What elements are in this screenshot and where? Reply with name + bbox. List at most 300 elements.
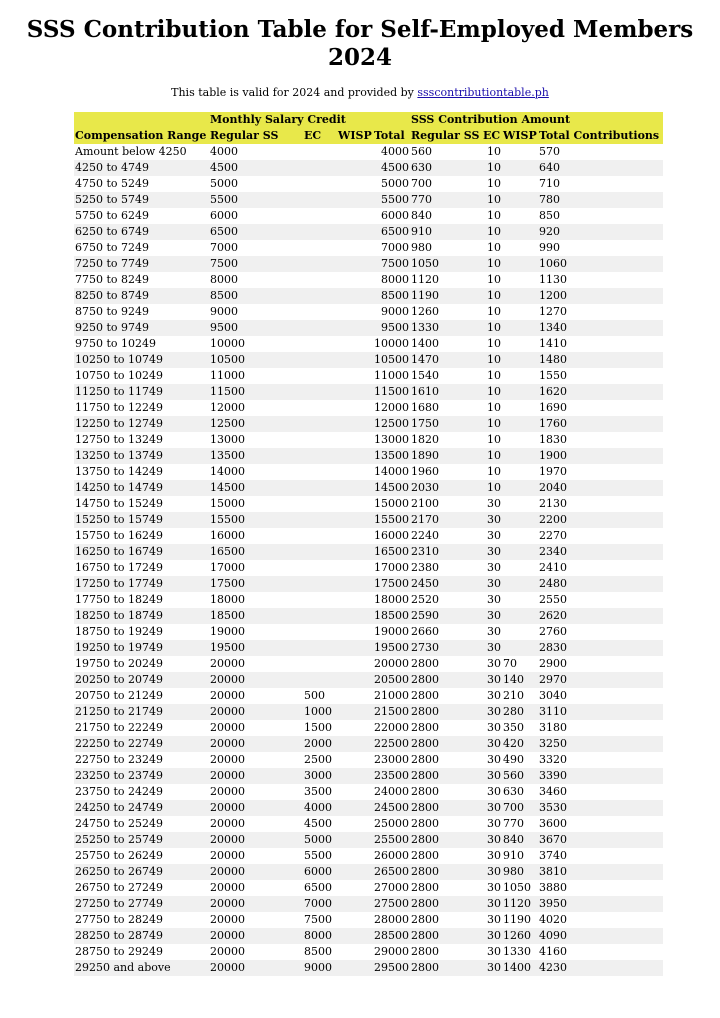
source-link[interactable]: ssscontributiontable.ph	[417, 86, 549, 99]
table-row	[74, 960, 663, 976]
cell-total-contributions: 2900	[539, 657, 568, 670]
cell-contrib-wisp	[502, 144, 538, 160]
cell-contrib-regular-ss: 1190	[410, 288, 482, 304]
cell-msc-wisp	[337, 176, 373, 192]
cell-total-contributions: 3110	[538, 704, 663, 720]
cell-msc-regular-ss: 11500	[209, 384, 303, 400]
subtitle	[0, 86, 720, 100]
table-row	[74, 624, 663, 640]
cell-msc-regular-ss: 20000	[209, 768, 303, 784]
contribution-table	[74, 112, 663, 976]
cell-total-contributions: 4230	[538, 960, 663, 976]
cell-msc-total: 6500	[373, 224, 410, 240]
cell-compensation-range: 22750 to 23249	[75, 753, 164, 766]
table-row	[74, 160, 663, 176]
col-header-total-contributions: Total Contributions	[538, 128, 663, 144]
cell-msc-regular-ss: 20000	[209, 960, 303, 976]
cell-msc-regular-ss: 12500	[209, 416, 303, 432]
cell-total-contributions: 3040	[539, 689, 568, 702]
cell-contrib-regular-ss: 2240	[411, 529, 440, 542]
cell-contrib-ec: 30	[482, 800, 502, 816]
table-row	[74, 928, 663, 944]
cell-compensation-range: 23750 to 24249	[75, 785, 164, 798]
cell-compensation-range: 22250 to 22749	[74, 736, 209, 752]
col-header-msc-ec: EC	[303, 128, 337, 144]
cell-compensation-range: 25750 to 26249	[75, 849, 164, 862]
cell-contrib-ec: 10	[487, 401, 502, 414]
cell-msc-total: 28000	[374, 913, 410, 926]
cell-compensation-range: 6250 to 6749	[74, 224, 209, 240]
cell-msc-regular-ss: 20000	[209, 704, 303, 720]
cell-msc-wisp	[337, 240, 373, 256]
table-row	[74, 592, 663, 608]
cell-contrib-ec: 30	[487, 529, 502, 542]
table-row	[74, 912, 663, 928]
cell-msc-wisp	[337, 800, 373, 816]
cell-total-contributions: 4160	[539, 945, 568, 958]
cell-msc-total: 27500	[374, 897, 410, 910]
cell-msc-regular-ss: 8000	[210, 273, 238, 286]
table-row	[74, 656, 663, 672]
col-header-contrib-ec: EC	[483, 129, 501, 142]
cell-contrib-regular-ss: 2800	[410, 896, 482, 912]
cell-contrib-regular-ss: 1610	[410, 384, 482, 400]
cell-compensation-range: 7250 to 7749	[74, 256, 209, 272]
cell-contrib-regular-ss: 2380	[411, 561, 440, 574]
cell-contrib-regular-ss: 2800	[411, 753, 440, 766]
cell-total-contributions: 4020	[539, 913, 568, 926]
cell-total-contributions: 1480	[538, 352, 663, 368]
cell-contrib-ec: 10	[487, 177, 502, 190]
table-row	[74, 896, 663, 912]
cell-contrib-regular-ss: 1750	[410, 416, 482, 432]
cell-contrib-wisp: 280	[502, 704, 538, 720]
cell-compensation-range: 9250 to 9749	[74, 320, 209, 336]
table-row	[74, 192, 663, 208]
cell-contrib-ec: 10	[482, 288, 502, 304]
cell-total-contributions: 3390	[538, 768, 663, 784]
table-row	[74, 672, 663, 688]
cell-msc-ec	[303, 320, 337, 336]
cell-msc-wisp	[337, 656, 373, 672]
cell-contrib-regular-ss: 2170	[410, 512, 482, 528]
table-row	[74, 304, 663, 320]
cell-msc-regular-ss: 20000	[210, 721, 245, 734]
cell-msc-regular-ss: 6500	[209, 224, 303, 240]
cell-compensation-range: 18750 to 19249	[75, 625, 164, 638]
cell-contrib-wisp	[502, 480, 538, 496]
cell-msc-regular-ss: 15500	[209, 512, 303, 528]
cell-compensation-range: Amount below 4250	[75, 145, 187, 158]
cell-msc-regular-ss: 18000	[210, 593, 245, 606]
cell-compensation-range: 29250 and above	[74, 960, 209, 976]
cell-msc-regular-ss: 19000	[210, 625, 245, 638]
cell-compensation-range: 19750 to 20249	[75, 657, 164, 670]
cell-compensation-range: 25250 to 25749	[74, 832, 209, 848]
cell-msc-wisp	[337, 432, 373, 448]
cell-msc-total: 4500	[373, 160, 410, 176]
cell-msc-total: 4000	[381, 145, 410, 158]
cell-contrib-ec: 30	[487, 721, 502, 734]
cell-msc-wisp	[337, 144, 373, 160]
cell-msc-wisp	[337, 336, 373, 352]
cell-msc-ec	[303, 672, 337, 688]
cell-msc-ec	[303, 240, 337, 256]
cell-contrib-wisp: 560	[502, 768, 538, 784]
cell-msc-wisp	[337, 592, 373, 608]
cell-contrib-ec: 30	[487, 689, 502, 702]
cell-msc-regular-ss: 18500	[209, 608, 303, 624]
cell-msc-wisp	[337, 688, 373, 704]
cell-contrib-ec: 10	[482, 224, 502, 240]
cell-msc-regular-ss: 20000	[210, 817, 245, 830]
cell-msc-total: 22000	[374, 721, 410, 734]
cell-compensation-range: 20750 to 21249	[75, 689, 164, 702]
cell-msc-ec: 2500	[304, 753, 332, 766]
cell-msc-total: 23500	[374, 769, 410, 782]
cell-contrib-wisp	[502, 256, 538, 272]
cell-compensation-range: 4250 to 4749	[74, 160, 209, 176]
cell-msc-wisp	[337, 544, 373, 560]
cell-msc-regular-ss: 12000	[210, 401, 245, 414]
cell-contrib-regular-ss: 2800	[410, 960, 482, 976]
cell-msc-regular-ss: 4000	[210, 145, 238, 158]
cell-msc-ec: 5000	[303, 832, 337, 848]
cell-contrib-ec: 30	[482, 640, 502, 656]
cell-msc-ec	[303, 512, 337, 528]
cell-compensation-range: 24250 to 24749	[74, 800, 209, 816]
cell-msc-ec	[303, 432, 337, 448]
cell-contrib-wisp: 770	[503, 817, 525, 830]
table-row	[74, 368, 663, 384]
cell-msc-total: 23000	[374, 753, 410, 766]
cell-contrib-wisp	[502, 368, 538, 384]
cell-contrib-regular-ss: 1470	[410, 352, 482, 368]
cell-msc-ec	[303, 176, 337, 192]
group-header-row	[74, 112, 663, 128]
cell-contrib-ec: 30	[482, 512, 502, 528]
cell-msc-wisp	[337, 576, 373, 592]
cell-contrib-regular-ss: 2800	[410, 768, 482, 784]
cell-total-contributions: 3180	[539, 721, 568, 734]
cell-contrib-wisp: 630	[503, 785, 525, 798]
cell-msc-total: 20500	[374, 673, 410, 686]
table-row	[74, 400, 663, 416]
cell-contrib-regular-ss: 2800	[411, 849, 440, 862]
cell-msc-regular-ss: 20000	[209, 832, 303, 848]
cell-msc-ec	[303, 256, 337, 272]
cell-compensation-range: 19250 to 19749	[74, 640, 209, 656]
cell-compensation-range: 5750 to 6249	[75, 209, 150, 222]
cell-total-contributions: 3250	[538, 736, 663, 752]
cell-msc-total: 10500	[374, 353, 410, 366]
cell-msc-wisp	[337, 288, 373, 304]
cell-contrib-wisp	[502, 624, 538, 640]
cell-msc-wisp	[337, 160, 373, 176]
cell-msc-total: 8000	[381, 273, 410, 286]
cell-compensation-range: 18250 to 18749	[74, 608, 209, 624]
cell-msc-ec	[303, 640, 337, 656]
cell-contrib-regular-ss: 2800	[410, 704, 482, 720]
cell-msc-total: 26000	[374, 849, 410, 862]
cell-contrib-regular-ss: 1330	[410, 320, 482, 336]
cell-contrib-ec: 30	[487, 593, 502, 606]
cell-contrib-regular-ss: 2800	[410, 672, 482, 688]
cell-msc-wisp	[337, 784, 373, 800]
cell-msc-wisp	[337, 736, 373, 752]
cell-msc-ec	[303, 352, 337, 368]
table-row	[74, 816, 663, 832]
cell-msc-ec	[303, 384, 337, 400]
cell-msc-wisp	[337, 864, 373, 880]
cell-msc-wisp	[337, 624, 373, 640]
cell-total-contributions: 1760	[538, 416, 663, 432]
cell-contrib-regular-ss: 700	[411, 177, 433, 190]
cell-compensation-range: 28750 to 29249	[75, 945, 164, 958]
cell-msc-ec	[303, 608, 337, 624]
cell-contrib-ec: 30	[487, 497, 502, 510]
cell-msc-wisp	[337, 400, 373, 416]
cell-msc-regular-ss: 20000	[209, 896, 303, 912]
title-line-1: SSS Contribution Table for Self-Employed Members	[26, 16, 694, 43]
cell-msc-wisp	[337, 768, 373, 784]
cell-contrib-regular-ss: 2800	[411, 881, 440, 894]
cell-contrib-ec: 30	[487, 785, 502, 798]
cell-msc-wisp	[337, 608, 373, 624]
cell-msc-wisp	[337, 928, 373, 944]
cell-contrib-ec: 30	[482, 928, 502, 944]
cell-msc-total: 21500	[374, 705, 410, 718]
cell-msc-wisp	[337, 368, 373, 384]
cell-compensation-range: 11250 to 11749	[74, 384, 209, 400]
cell-contrib-wisp: 140	[502, 672, 538, 688]
cell-msc-wisp	[337, 832, 373, 848]
cell-msc-total: 26500	[374, 865, 410, 878]
cell-msc-ec	[303, 544, 337, 560]
cell-msc-regular-ss: 14500	[209, 480, 303, 496]
cell-total-contributions: 1690	[539, 401, 568, 414]
cell-contrib-ec: 10	[482, 448, 502, 464]
cell-msc-wisp	[337, 272, 373, 288]
cell-compensation-range: 14750 to 15249	[75, 497, 164, 510]
cell-contrib-ec: 30	[487, 625, 502, 638]
cell-contrib-ec: 10	[487, 433, 502, 446]
group-header-blank	[74, 112, 209, 128]
cell-contrib-regular-ss: 1890	[410, 448, 482, 464]
cell-msc-regular-ss: 20000	[210, 945, 245, 958]
cell-msc-wisp	[337, 944, 373, 960]
subtitle-text: This table is valid for 2024 and provided by	[171, 86, 418, 99]
cell-contrib-ec: 10	[487, 465, 502, 478]
cell-msc-wisp	[337, 848, 373, 864]
cell-msc-ec: 4500	[304, 817, 332, 830]
cell-total-contributions: 1340	[538, 320, 663, 336]
cell-msc-ec	[303, 208, 337, 224]
cell-msc-total: 13500	[374, 449, 410, 462]
cell-msc-ec: 500	[304, 689, 325, 702]
cell-msc-regular-ss: 17000	[210, 561, 245, 574]
cell-contrib-ec: 10	[482, 256, 502, 272]
cell-contrib-wisp	[502, 400, 538, 416]
cell-compensation-range: 26750 to 27249	[75, 881, 164, 894]
cell-msc-regular-ss: 20000	[209, 672, 303, 688]
cell-msc-ec: 5500	[304, 849, 332, 862]
cell-total-contributions: 3740	[539, 849, 568, 862]
cell-contrib-ec: 10	[487, 305, 502, 318]
cell-contrib-regular-ss: 980	[411, 241, 433, 254]
cell-contrib-wisp	[502, 640, 538, 656]
cell-contrib-ec: 10	[487, 337, 502, 350]
cell-compensation-range: 8250 to 8749	[74, 288, 209, 304]
cell-msc-ec	[303, 288, 337, 304]
cell-msc-wisp	[337, 480, 373, 496]
cell-msc-regular-ss: 20000	[210, 689, 245, 702]
cell-compensation-range: 28250 to 28749	[74, 928, 209, 944]
cell-compensation-range: 21750 to 22249	[75, 721, 164, 734]
cell-compensation-range: 16750 to 17249	[75, 561, 164, 574]
table-row	[74, 608, 663, 624]
cell-msc-wisp	[337, 256, 373, 272]
table-row	[74, 720, 663, 736]
cell-total-contributions: 2550	[539, 593, 568, 606]
cell-msc-regular-ss: 20000	[210, 881, 245, 894]
cell-total-contributions: 2270	[539, 529, 568, 542]
title-line-2: 2024	[327, 44, 392, 71]
cell-compensation-range: 13750 to 14249	[75, 465, 164, 478]
cell-compensation-range: 5250 to 5749	[74, 192, 209, 208]
cell-total-contributions: 1830	[539, 433, 568, 446]
cell-msc-total: 6000	[381, 209, 410, 222]
column-header-row	[74, 128, 663, 144]
col-header-msc-regular-ss: Regular SS	[209, 128, 303, 144]
table-row	[74, 176, 663, 192]
cell-msc-ec	[303, 224, 337, 240]
cell-msc-ec: 1500	[304, 721, 332, 734]
cell-contrib-wisp: 840	[502, 832, 538, 848]
cell-total-contributions: 1620	[538, 384, 663, 400]
cell-msc-total: 20000	[374, 657, 410, 670]
cell-msc-regular-ss: 9000	[210, 305, 238, 318]
cell-msc-ec	[303, 272, 337, 288]
cell-compensation-range: 10250 to 10749	[74, 352, 209, 368]
cell-compensation-range: 20250 to 20749	[74, 672, 209, 688]
cell-total-contributions: 850	[539, 209, 561, 222]
cell-msc-total: 21000	[374, 689, 410, 702]
cell-contrib-ec: 10	[482, 480, 502, 496]
cell-contrib-ec: 10	[482, 192, 502, 208]
cell-compensation-range: 17250 to 17749	[74, 576, 209, 592]
cell-contrib-wisp	[502, 192, 538, 208]
cell-contrib-regular-ss: 2590	[410, 608, 482, 624]
cell-contrib-ec: 30	[482, 704, 502, 720]
cell-msc-regular-ss: 6000	[210, 209, 238, 222]
group-header-contribution: SSS Contribution Amount	[410, 112, 663, 128]
cell-compensation-range: 14250 to 14749	[74, 480, 209, 496]
table-row	[74, 432, 663, 448]
cell-total-contributions: 2410	[539, 561, 568, 574]
cell-msc-regular-ss: 14000	[210, 465, 245, 478]
cell-msc-regular-ss: 16000	[210, 529, 245, 542]
cell-contrib-wisp	[502, 592, 538, 608]
cell-msc-wisp	[337, 672, 373, 688]
cell-msc-ec	[303, 160, 337, 176]
cell-msc-total: 9500	[373, 320, 410, 336]
cell-msc-total: 24500	[374, 801, 410, 814]
cell-total-contributions: 1970	[539, 465, 568, 478]
cell-msc-total: 27000	[374, 881, 410, 894]
cell-contrib-wisp: 1190	[503, 913, 532, 926]
cell-contrib-wisp	[502, 336, 538, 352]
cell-total-contributions: 710	[539, 177, 561, 190]
cell-total-contributions: 570	[539, 145, 561, 158]
cell-contrib-wisp	[502, 208, 538, 224]
cell-contrib-ec: 30	[482, 672, 502, 688]
cell-contrib-regular-ss: 2800	[411, 689, 440, 702]
cell-msc-wisp	[337, 448, 373, 464]
cell-msc-regular-ss: 20000	[209, 928, 303, 944]
cell-contrib-regular-ss: 2800	[411, 721, 440, 734]
cell-contrib-wisp	[502, 160, 538, 176]
cell-msc-wisp	[337, 320, 373, 336]
table-row	[74, 336, 663, 352]
cell-msc-total: 29500	[374, 961, 410, 974]
cell-contrib-wisp: 210	[503, 689, 525, 702]
cell-msc-total: 17000	[374, 561, 410, 574]
cell-msc-wisp	[337, 512, 373, 528]
cell-compensation-range: 21250 to 21749	[74, 704, 209, 720]
cell-contrib-wisp: 420	[502, 736, 538, 752]
cell-msc-wisp	[337, 384, 373, 400]
cell-msc-wisp	[337, 208, 373, 224]
cell-contrib-ec: 30	[487, 849, 502, 862]
table-row	[74, 944, 663, 960]
cell-msc-regular-ss: 4500	[209, 160, 303, 176]
cell-total-contributions: 4090	[538, 928, 663, 944]
cell-contrib-ec: 30	[482, 896, 502, 912]
cell-contrib-regular-ss: 2800	[410, 832, 482, 848]
cell-contrib-regular-ss: 840	[411, 209, 433, 222]
cell-msc-ec: 7000	[303, 896, 337, 912]
cell-contrib-wisp	[502, 240, 538, 256]
cell-msc-regular-ss: 7500	[209, 256, 303, 272]
cell-msc-ec: 2000	[303, 736, 337, 752]
cell-msc-total: 19500	[374, 641, 410, 654]
cell-contrib-wisp	[502, 576, 538, 592]
table-row	[74, 272, 663, 288]
cell-msc-regular-ss: 20000	[209, 736, 303, 752]
cell-msc-wisp	[337, 816, 373, 832]
cell-msc-total: 18000	[374, 593, 410, 606]
cell-contrib-wisp	[502, 288, 538, 304]
table-row	[74, 496, 663, 512]
cell-msc-regular-ss: 15000	[210, 497, 245, 510]
table-row	[74, 704, 663, 720]
cell-contrib-wisp	[502, 352, 538, 368]
cell-contrib-ec: 30	[482, 960, 502, 976]
cell-contrib-ec: 30	[482, 864, 502, 880]
cell-contrib-wisp	[502, 384, 538, 400]
table-row	[74, 560, 663, 576]
cell-contrib-regular-ss: 910	[410, 224, 482, 240]
table-row	[74, 240, 663, 256]
cell-msc-ec: 1000	[303, 704, 337, 720]
cell-msc-total: 28500	[374, 929, 410, 942]
cell-total-contributions: 780	[538, 192, 663, 208]
cell-msc-total: 7000	[381, 241, 410, 254]
cell-msc-regular-ss: 10500	[209, 352, 303, 368]
cell-msc-ec: 8500	[304, 945, 332, 958]
cell-contrib-regular-ss: 2100	[411, 497, 440, 510]
